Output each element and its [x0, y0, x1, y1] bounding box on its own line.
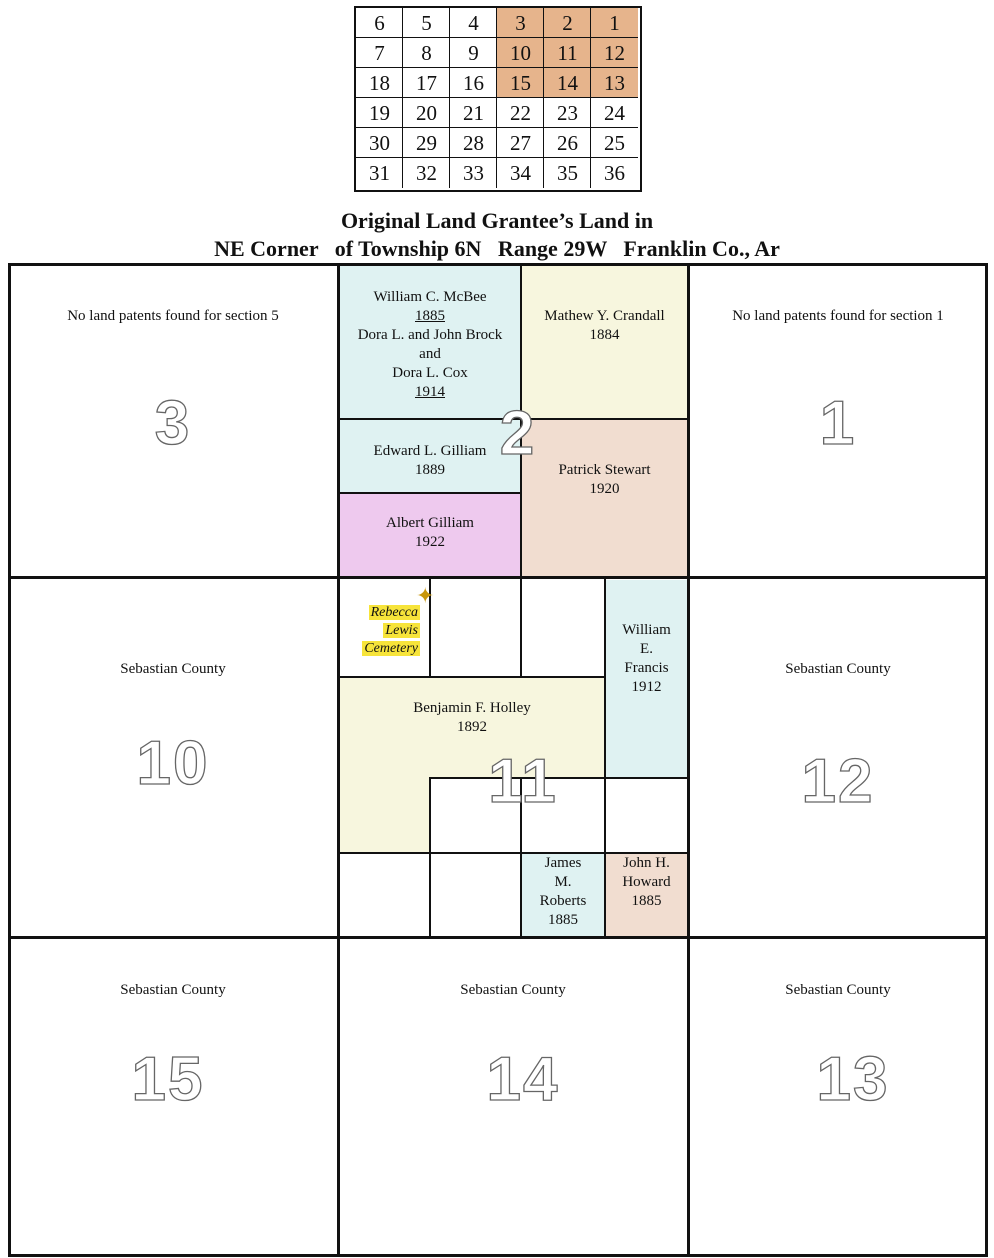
- grantee-name-line: Roberts: [539, 893, 587, 909]
- grid-line: [590, 8, 591, 188]
- section-line: [337, 263, 340, 1257]
- grantee-name: Edward L. Gilliam: [373, 443, 487, 459]
- township-section-cell: 33: [463, 161, 484, 185]
- cemetery-name-line3: Cemetery: [364, 641, 418, 656]
- township-section-cell: 29: [416, 131, 437, 155]
- map-title-line2: NE Corner of Township 6N Range 29W Franklin Co., Ar: [214, 236, 780, 261]
- township-section-cell: 36: [604, 161, 625, 185]
- map-border-left: [8, 263, 11, 1257]
- map-border-top: [8, 263, 988, 266]
- grant-year: 1912: [631, 679, 662, 695]
- section-number-10: 10: [136, 729, 210, 798]
- township-section-cell: 19: [369, 101, 390, 125]
- map-border-right: [985, 263, 988, 1257]
- grid-line: [356, 97, 638, 98]
- section-13-note: Sebastian County: [785, 982, 891, 998]
- parcel-line: [339, 492, 521, 494]
- township-section-cell: 12: [591, 38, 638, 68]
- township-section-cell: 17: [416, 71, 437, 95]
- grantee-name: Benjamin F. Holley: [413, 700, 531, 716]
- township-section-cell: 13: [591, 68, 638, 98]
- grant-year: 1889: [415, 462, 445, 478]
- section-line: [8, 936, 988, 939]
- section-3-note: No land patents found for section 5: [67, 308, 279, 324]
- township-section-cell: 22: [510, 101, 531, 125]
- township-section-cell: 10: [497, 38, 544, 68]
- grid-line: [356, 157, 638, 158]
- section-number-1: 1: [819, 389, 857, 458]
- section-number-13: 13: [816, 1045, 890, 1114]
- section-10-note: Sebastian County: [120, 661, 226, 677]
- section-15-note: Sebastian County: [120, 982, 226, 998]
- cemetery-name-line2: Lewis: [385, 623, 418, 638]
- township-section-cell: 3: [497, 8, 544, 38]
- grid-line: [496, 8, 497, 188]
- parcel-line: [520, 578, 522, 677]
- township-section-cell: 5: [421, 11, 432, 35]
- grantee-name: Patrick Stewart: [558, 462, 651, 478]
- township-section-cell: 15: [497, 68, 544, 98]
- grid-line: [402, 8, 403, 188]
- township-section-cell: 9: [468, 41, 479, 65]
- township-section-cell: 16: [463, 71, 484, 95]
- section-number-11: 11: [488, 747, 558, 816]
- grantee-name-line: Francis: [624, 660, 669, 676]
- township-section-cell: 20: [416, 101, 437, 125]
- township-section-cell: 6: [374, 11, 385, 35]
- mcbee-label: [339, 288, 521, 402]
- grant-year: 1885: [548, 912, 578, 928]
- grantee-name: Dora L. and John Brock: [357, 327, 503, 343]
- grantee-name-line: M.: [554, 874, 572, 890]
- township-section-cell: 24: [604, 101, 625, 125]
- township-section-cell: 7: [374, 41, 385, 65]
- section-1-note: No land patents found for section 1: [732, 308, 944, 324]
- township-section-cell: 34: [510, 161, 531, 185]
- rebecca-lewis-cemetery-label: [348, 604, 420, 658]
- section-number-12: 12: [801, 747, 875, 816]
- township-section-cell: 4: [468, 11, 479, 35]
- section-14-note: Sebastian County: [460, 982, 566, 998]
- township-section-map: [8, 263, 988, 1257]
- albert-gilliam-label: [339, 514, 521, 552]
- crandall-label: [521, 307, 688, 345]
- township-section-cell: 26: [557, 131, 578, 155]
- section-12-note: Sebastian County: [785, 661, 891, 677]
- township-section-cell: 8: [421, 41, 432, 65]
- grantee-name-line: Howard: [622, 874, 671, 890]
- howard-label: [605, 854, 688, 911]
- cemetery-star-icon: ✦: [416, 583, 435, 608]
- township-index-grid: [354, 6, 642, 192]
- township-section-cell: 1: [591, 8, 638, 38]
- parcel-line: [339, 676, 605, 678]
- section-line: [687, 263, 690, 1257]
- township-section-cell: 31: [369, 161, 390, 185]
- holley-label: [339, 699, 605, 737]
- township-section-cell: 27: [510, 131, 531, 155]
- grid-line: [356, 37, 638, 38]
- township-section-cell: 14: [544, 68, 591, 98]
- grantee-name: Dora L. Cox: [392, 365, 468, 381]
- grant-year: 1884: [589, 327, 620, 343]
- map-border-bottom: [8, 1254, 988, 1257]
- cemetery-name-line1: Rebecca: [370, 605, 418, 620]
- grant-year: 1885: [631, 893, 662, 909]
- township-section-cell: 21: [463, 101, 484, 125]
- conjunction: and: [419, 346, 441, 362]
- grantee-name-line: E.: [640, 641, 653, 657]
- grantee-name-line: John H.: [623, 855, 670, 871]
- township-section-cell: 35: [557, 161, 578, 185]
- francis-label: [605, 621, 688, 697]
- roberts-label: [521, 854, 605, 930]
- township-section-cell: 30: [369, 131, 390, 155]
- section-number-2: 2: [499, 399, 537, 468]
- map-title-line1: Original Land Grantee’s Land in: [340, 208, 654, 233]
- section-number-15: 15: [131, 1045, 205, 1114]
- patrick-stewart-label: [521, 461, 688, 499]
- township-section-cell: 18: [369, 71, 390, 95]
- edward-gilliam-label: [339, 442, 521, 480]
- grid-line: [449, 8, 450, 188]
- grantee-name: Mathew Y. Crandall: [544, 308, 665, 324]
- grant-year: 1914: [415, 384, 445, 400]
- grantee-name-line: William: [622, 622, 671, 638]
- section-number-14: 14: [486, 1045, 560, 1114]
- parcel-holley-lower: [339, 778, 430, 853]
- township-section-cell: 32: [416, 161, 437, 185]
- township-section-cell: 23: [557, 101, 578, 125]
- grantee-name-line: James: [544, 855, 582, 871]
- grid-line: [543, 8, 544, 188]
- grant-year: 1920: [589, 481, 620, 497]
- township-section-cell: 2: [544, 8, 591, 38]
- section-number-3: 3: [154, 389, 192, 458]
- parcel-line: [429, 778, 431, 937]
- township-section-cell: 25: [604, 131, 625, 155]
- grantee-name: William C. McBee: [373, 289, 487, 305]
- section-line: [8, 576, 988, 579]
- grid-line: [356, 127, 638, 128]
- township-section-cell: 28: [463, 131, 484, 155]
- grid-line: [356, 67, 638, 68]
- township-section-cell: 11: [544, 38, 591, 68]
- grantee-name: Albert Gilliam: [386, 515, 474, 531]
- grant-year: 1885: [415, 308, 445, 324]
- grant-year: 1922: [415, 534, 445, 550]
- grant-year: 1892: [457, 719, 487, 735]
